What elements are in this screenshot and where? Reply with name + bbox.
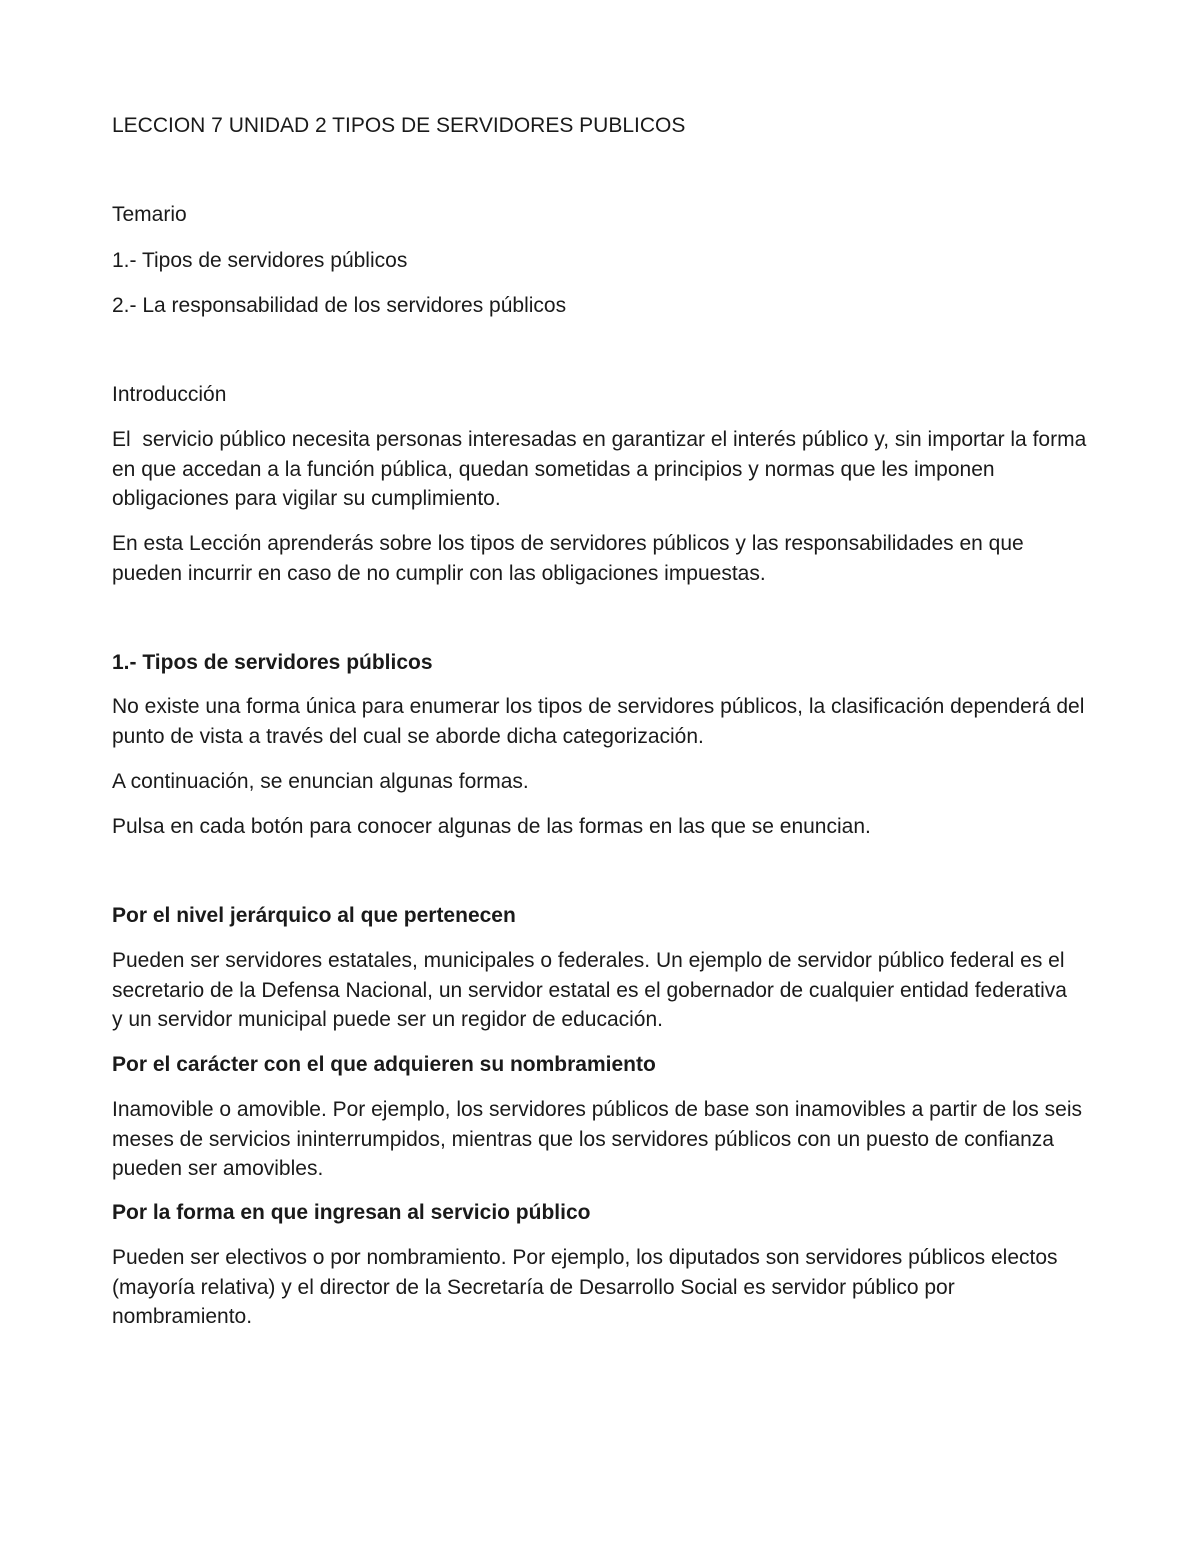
temario-label: Temario [112,203,187,226]
introduccion-paragraph: En esta Lección aprenderás sobre los tipos de servidores públicos y las responsabilidades en que pueden incurrir en caso de no cumplir con las obligaciones impuestas. [112,532,1024,585]
introduccion-heading: Introducción [112,383,227,406]
document-title: LECCION 7 UNIDAD 2 TIPOS DE SERVIDORES PUBLICOS [112,114,686,137]
section-heading: 1.- Tipos de servidores públicos [112,651,433,674]
temario-item: 1.- Tipos de servidores públicos [112,249,408,272]
subsection-heading-caracter-nombramiento: Por el carácter con el que adquieren su nombramiento [112,1053,656,1076]
section-paragraph: No existe una forma única para enumerar los tipos de servidores públicos, la clasificación dependerá del punto de vista a través del cual se aborde dicha categorización. [112,695,1085,748]
subsection-text: Pueden ser servidores estatales, municipales o federales. Un ejemplo de servidor público federal es el secretario de la Defensa Nacional, un servidor estatal es el gobernador de cualquier entidad federativa y un servidor municipal puede ser un regidor de educación. [112,949,1067,1031]
subsection-heading-nivel-jerarquico: Por el nivel jerárquico al que pertenecen [112,904,516,927]
subsection-text: Pueden ser electivos o por nombramiento. Por ejemplo, los diputados son servidores públicos electos (mayoría relativa) y el director de la Secretaría de Desarrollo Social es servidor público por nombramiento. [112,1246,1058,1328]
section-paragraph: Pulsa en cada botón para conocer algunas de las formas en las que se enuncian. [112,815,871,838]
subsection-heading-forma-ingreso: Por la forma en que ingresan al servicio público [112,1201,591,1224]
section-paragraph: A continuación, se enuncian algunas formas. [112,770,529,793]
introduccion-paragraph: El servicio público necesita personas interesadas en garantizar el interés público y, sin importar la forma en que accedan a la función pública, quedan sometidas a principios y normas que les imponen obligaciones para vigilar su cumplimiento. [112,428,1093,510]
subsection-text: Inamovible o amovible. Por ejemplo, los servidores públicos de base son inamovibles a partir de los seis meses de servicios ininterrumpidos, mientras que los servidores públicos con un puesto de confianza pueden ser amovibles. [112,1098,1082,1180]
temario-item: 2.- La responsabilidad de los servidores públicos [112,294,567,317]
